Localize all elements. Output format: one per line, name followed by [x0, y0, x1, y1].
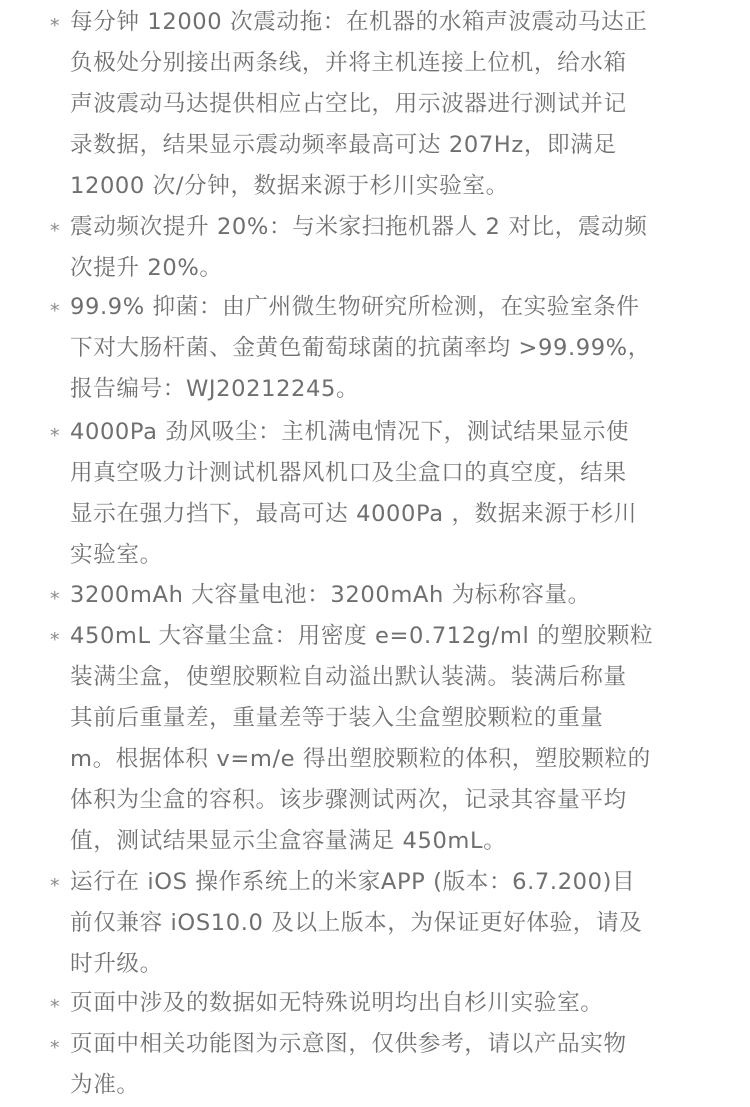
footnote-line: 次提升 20%。 — [70, 255, 223, 281]
footnote-line: 450mL 大容量尘盒：用密度 e=0.712g/ml 的塑胶颗粒 — [70, 623, 654, 649]
footnote-text — [70, 2, 720, 207]
footnote-line: 用真空吸力计测试机器风机口及尘盒口的真空度，结果 — [70, 460, 627, 486]
footnote-line: 为准。 — [70, 1072, 140, 1098]
footnote-text — [70, 412, 720, 576]
asterisk-marker: * — [50, 996, 60, 1018]
asterisk-marker: * — [50, 588, 60, 610]
footnote-text — [70, 207, 720, 289]
footnote-line: 其前后重量差，重量差等于装入尘盒塑胶颗粒的重量 — [70, 705, 604, 731]
footnote-text — [70, 1024, 720, 1106]
footnote-line: 时升级。 — [70, 951, 163, 977]
footnote-line: 显示在强力挡下，最高可达 4000Pa ，数据来源于杉川 — [70, 501, 637, 527]
footnote-line: 体积为尘盒的容积。该步骤测试两次，记录其容量平均 — [70, 787, 627, 813]
footnote-line: 报告编号：WJ20212245。 — [70, 376, 360, 402]
footnote-line: 页面中涉及的数据如无特殊说明均出自杉川实验室。 — [70, 990, 604, 1016]
footnote-line: 实验室。 — [70, 542, 163, 568]
footnote-line: 下对大肠杆菌、金黄色葡萄球菌的抗菌率均 >99.99%， — [70, 335, 651, 361]
asterisk-marker: * — [50, 425, 60, 447]
footnote-line: 值，测试结果显示尘盒容量满足 450mL。 — [70, 828, 507, 854]
asterisk-marker: * — [50, 875, 60, 897]
footnote-line: 录数据，结果显示震动频率最高可达 207Hz，即满足 — [70, 132, 617, 158]
footnote-text — [70, 862, 720, 985]
footnote-text — [70, 287, 720, 410]
asterisk-marker: * — [50, 15, 60, 37]
footnote-text — [70, 575, 720, 616]
asterisk-marker: * — [50, 300, 60, 322]
footnote-line: 99.9% 抑菌：由广州微生物研究所检测，在实验室条件 — [70, 294, 640, 320]
footnote-line: m。根据体积 v=m/e 得出塑胶颗粒的体积，塑胶颗粒的 — [70, 746, 651, 772]
footnote-line: 装满尘盒，使塑胶颗粒自动溢出默认装满。装满后称量 — [70, 664, 627, 690]
footnote-text — [70, 616, 720, 862]
footnote-line: 3200mAh 大容量电池：3200mAh 为标称容量。 — [70, 582, 591, 608]
footnote-line: 每分钟 12000 次震动拖：在机器的水箱声波震动马达正 — [70, 9, 648, 35]
footnote-line: 声波震动马达提供相应占空比，用示波器进行测试并记 — [70, 91, 627, 117]
asterisk-marker: * — [50, 629, 60, 651]
footnote-line: 负极处分别接出两条线，并将主机连接上位机，给水箱 — [70, 50, 627, 76]
asterisk-marker: * — [50, 220, 60, 242]
footnote-line: 运行在 iOS 操作系统上的米家APP (版本：6.7.200)目 — [70, 869, 636, 895]
footnote-line: 前仅兼容 iOS10.0 及以上版本，为保证更好体验，请及 — [70, 910, 643, 936]
footnote-line: 4000Pa 劲风吸尘：主机满电情况下，测试结果显示使 — [70, 419, 630, 445]
footnote-line: 震动频次提升 20%：与米家扫拖机器人 2 对比，震动频 — [70, 214, 648, 240]
footnote-line: 页面中相关功能图为示意图，仅供参考，请以产品实物 — [70, 1031, 627, 1057]
asterisk-marker: * — [50, 1037, 60, 1059]
footnote-line: 12000 次/分钟，数据来源于杉川实验室。 — [70, 173, 509, 199]
footnote-text — [70, 983, 720, 1024]
